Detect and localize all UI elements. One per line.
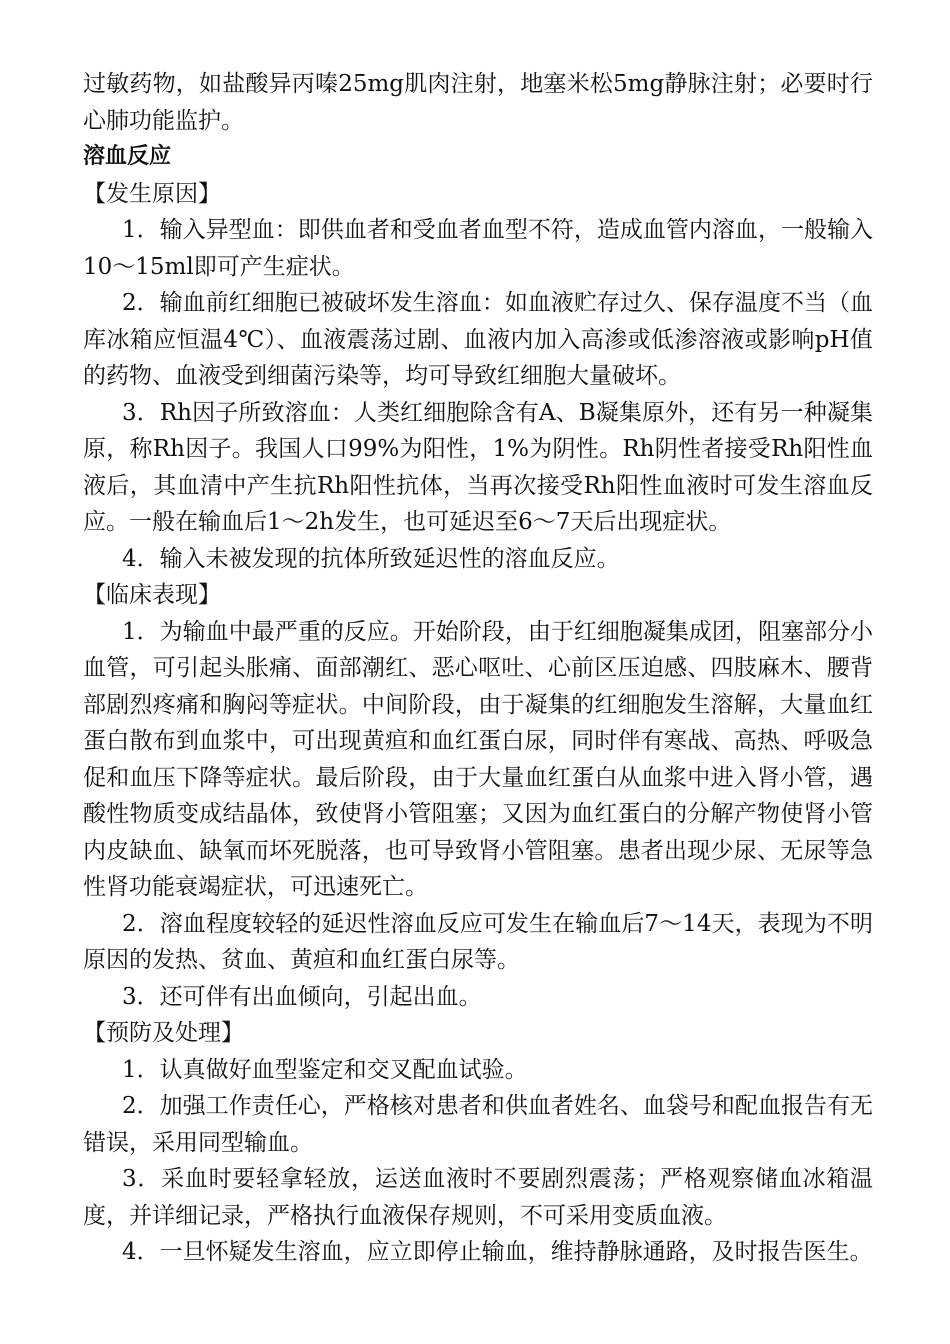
causes-heading: 【发生原因】 bbox=[83, 180, 221, 207]
document-page bbox=[83, 66, 873, 1271]
clinical-item-3: 3．还可伴有出血倾向，引起出血。 bbox=[122, 983, 482, 1010]
cause-item-1: 1．输入异型血：即供血者和受血者血型不符，造成血管内溶血，一般输入10～15ml即可产生症状。 bbox=[83, 217, 873, 280]
clinical-item-2: 2．溶血程度较轻的延迟性溶血反应可发生在输血后7～14天，表现为不明原因的发热、贫血、黄疸和血红蛋白尿等。 bbox=[83, 910, 873, 973]
section-title: 溶血反应 bbox=[83, 144, 172, 169]
intro-paragraph: 过敏药物，如盐酸异丙嗪25mg肌肉注射，地塞米松5mg静脉注射；必要时行心肺功能监护。 bbox=[83, 71, 873, 134]
prevention-heading: 【预防及处理】 bbox=[83, 1020, 244, 1046]
prevention-item-2: 2．加强工作责任心，严格核对患者和供血者姓名、血袋号和配血报告有无错误，采用同型输血。 bbox=[83, 1093, 873, 1156]
cause-item-3: 3．Rh因子所致溶血：人类红细胞除含有A、B凝集原外，还有另一种凝集原，称Rh因子。我国人口99%为阳性，1%为阴性。Rh阴性者接受Rh阳性血液后，其血清中产生抗Rh阳性抗体，当再次接受Rh阳性血液时可发生溶血反应。一般在输血后1～2h发生，也可延迟至6～7天后出现症状。 bbox=[83, 399, 873, 535]
clinical-item-1: 1．为输血中最严重的反应。开始阶段，由于红细胞凝集成团，阻塞部分小血管，可引起头胀痛、面部潮红、恶心呕吐、心前区压迫感、四肢麻木、腰背部剧烈疼痛和胸闷等症状。中间阶段，由于凝集的红细胞发生溶解，大量血红蛋白散布到血浆中，可出现黄疸和血红蛋白尿，同时伴有寒战、高热、呼吸急促和血压下降等症状。最后阶段，由于大量血红蛋白从血浆中进入肾小管，遇酸性物质变成结晶体，致使肾小管阻塞；又因为血红蛋白的分解产物使肾小管内皮缺血、缺氧而坏死脱落，也可导致肾小管阻塞。患者出现少尿、无尿等急性肾功能衰竭症状，可迅速死亡。 bbox=[83, 618, 873, 900]
clinical-heading: 【临床表现】 bbox=[83, 582, 221, 608]
prevention-item-1: 1．认真做好血型鉴定和交叉配血试验。 bbox=[122, 1056, 528, 1083]
prevention-item-4: 4．一旦怀疑发生溶血，应立即停止输血，维持静脉通路，及时报告医生。 bbox=[122, 1239, 873, 1265]
prevention-item-3: 3．采血时要轻拿轻放，运送血液时不要剧烈震荡；严格观察储血冰箱温度，并详细记录，严格执行血液保存规则，不可采用变质血液。 bbox=[83, 1166, 873, 1229]
cause-item-2: 2．输血前红细胞已被破坏发生溶血：如血液贮存过久、保存温度不当（血库冰箱应恒温4℃）、血液震荡过剧、血液内加入高渗或低渗溶液或影响pH值的药物、血液受到细菌污染等，均可导致红细胞大量破坏。 bbox=[83, 290, 873, 389]
cause-item-4: 4．输入未被发现的抗体所致延迟性的溶血反应。 bbox=[122, 545, 620, 572]
